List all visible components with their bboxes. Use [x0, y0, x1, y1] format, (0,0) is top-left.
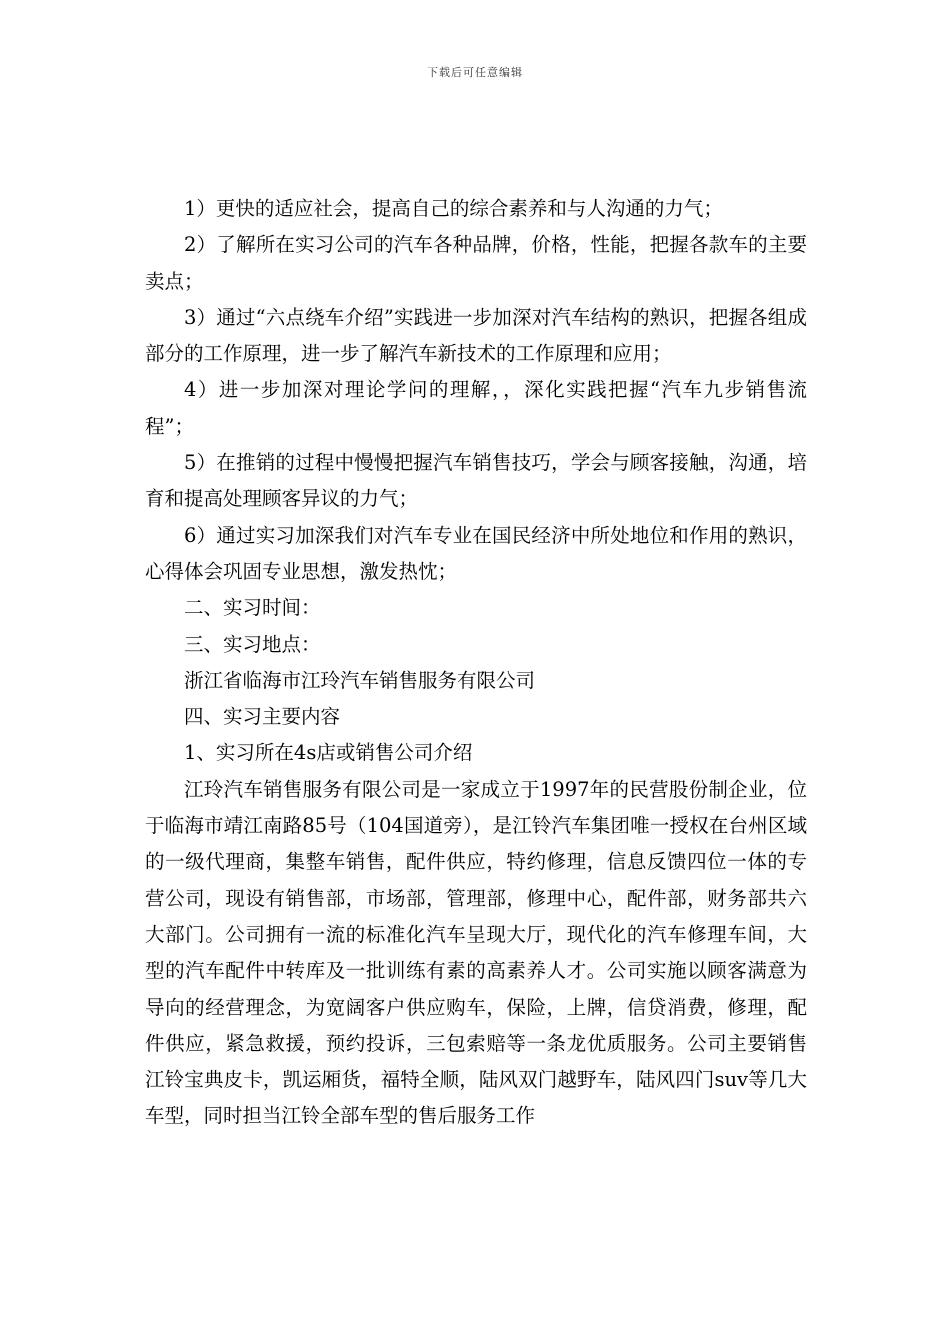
- location-value: 浙江省临海市江玲汽车销售服务有限公司: [184, 668, 536, 692]
- paragraph-goal-3: 3）通过“六点绕车介绍”实践进一步加深对汽车结构的熟识，把握各组成部分的工作原理，进一步了解汽车新技术的工作原理和应用；: [145, 305, 807, 366]
- paragraph-goal-2: 2）了解所在实习公司的汽车各种品牌，价格，性能，把握各款车的主要卖点；: [145, 233, 807, 293]
- paragraph-company-intro: 江玲汽车销售服务有限公司是一家成立于1997年的民营股份制企业，位于临海市靖江南路85号（104国道旁），是江铃汽车集团唯一授权在台州区域的一级代理商，集整车销售，配件供应，特约修理，信息反馈四位一体的专营公司，现设有销售部，市场部，管理部，修理中心，配件部，财务部共六大部门。公司拥有一流的标准化汽车呈现大厅，现代化的汽车修理车间，大型的汽车配件中转库及一批训练有素的高素养人才。公司实施以顾客满意为导向的经营理念，为宽阔客户供应购车，保险，上牌，信贷消费，修理，配件供应，紧急救援，预约投诉，三包索赔等一条龙优质服务。公司主要销售江铃宝典皮卡，凯运厢货，福特全顺，陆风双门越野车，陆风四门suv等几大车型，同时担当江铃全部车型的售后服务工作: [145, 777, 807, 1128]
- paragraph-goal-4: 4）进一步加深对理论学问的理解，，深化实践把握“汽车九步销售流程”；: [145, 378, 807, 438]
- paragraph-goal-1: 1）更快的适应社会，提高自己的综合素养和与人沟通的力气；: [184, 197, 723, 220]
- paragraph-goal-5: 5）在推销的过程中慢慢把握汽车销售技巧，学会与顾客接触，沟通，培育和提高处理顾客异议的力气；: [145, 451, 807, 511]
- header-note: 下载后可任意编辑: [427, 66, 523, 79]
- document-body: [145, 191, 807, 1135]
- section-heading-time: 二、实习时间：: [184, 596, 321, 620]
- subsection-heading-company: 1、实习所在4s店或销售公司介绍: [184, 741, 473, 765]
- section-heading-content: 四、实习主要内容: [184, 705, 341, 729]
- section-heading-location: 三、实习地点：: [184, 632, 321, 656]
- paragraph-goal-6: 6）通过实习加深我们对汽车专业在国民经济中所处地位和作用的熟识，心得体会巩固专业思想，激发热忱；: [145, 523, 807, 583]
